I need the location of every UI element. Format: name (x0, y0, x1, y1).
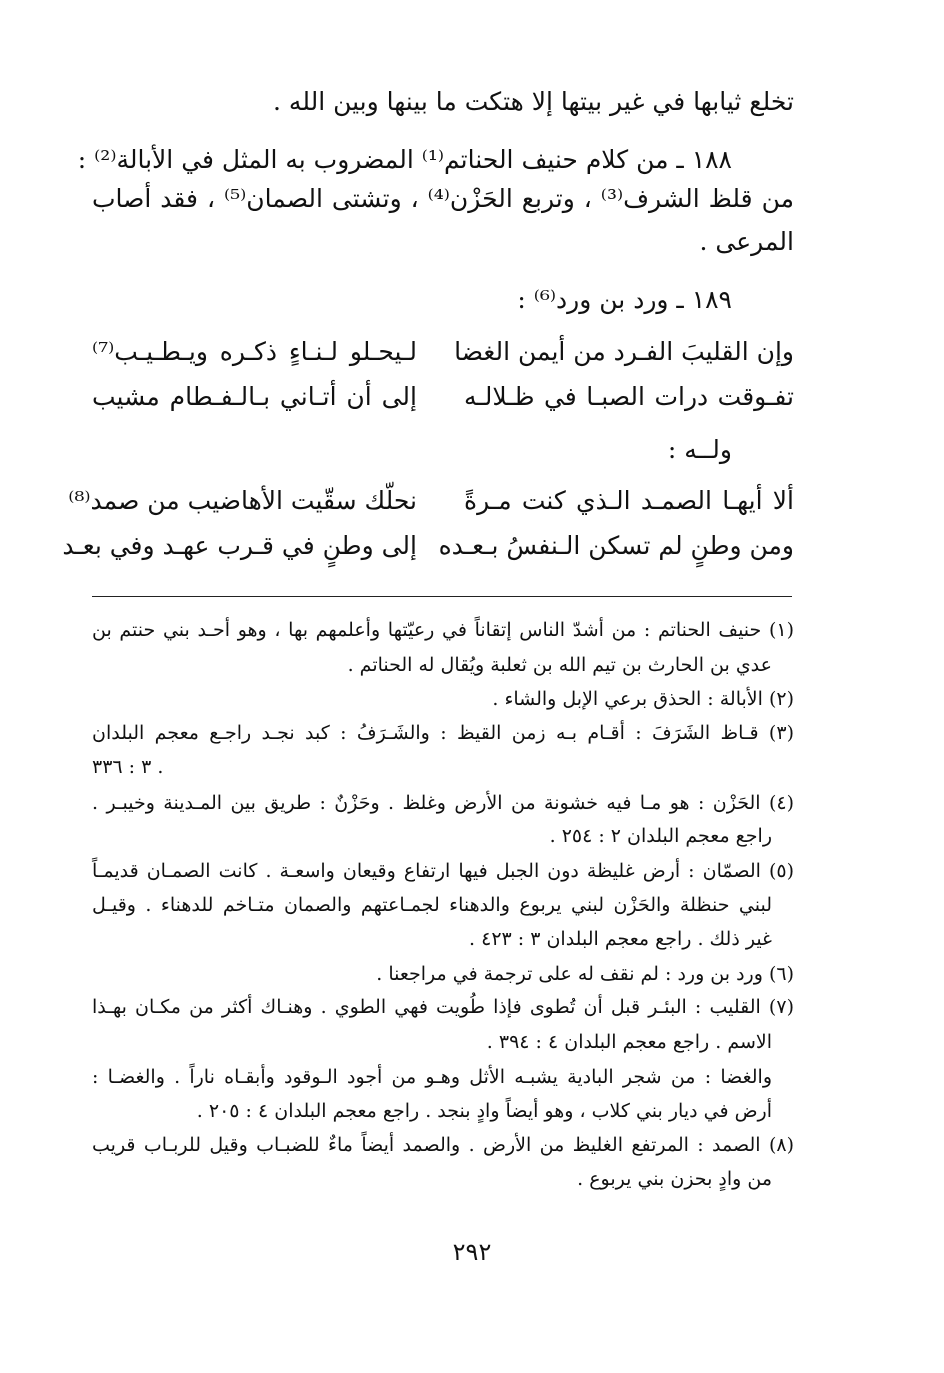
poem2-verse1-first-hemistich: ألا أيهـا الصمـد الـذي كنت مـرةً (464, 486, 794, 515)
entry-188-line-2: من قلظ الشرف⁽³⁾ ، وتربع الحَزْن⁽⁴⁾ ، وتشتى الصمان⁽⁵⁾ ، فقد أصاب (92, 184, 794, 213)
footnote-4-line-2: راجع معجم البلدان ٢ : ٢٥٤ . (549, 825, 772, 847)
poem2-verse2-first-hemistich: ومن وطنٍ لم تسكن الـنفسُ بـعـده (438, 531, 794, 560)
footnote-7-line-3: والغضا : من شجر البادية يشبـه الأثل وهـو من أجود الـوقود وأبقـاه ناراً . والغضـا : (92, 1066, 772, 1088)
poem1-verse1-second-hemistich: لـيحـلو لـنـاءٍ ذكـره ويـطـيـب⁽⁷⁾ (92, 337, 417, 366)
wa-lahu-label: ولــه : (667, 435, 732, 464)
poem1-verse2-second-hemistich: إلى أن أتـاني بـالـفـطام مشيب (92, 382, 417, 411)
poem2-verse1-second-hemistich: نحلّك سقّيت الأهاضيب من صمد⁽⁸⁾ (68, 486, 417, 515)
footnote-6: (٦) ورد بن ورد : لم نقف له على ترجمة في مراجعنا . (376, 963, 794, 985)
entry-188-line-3: المرعى . (699, 227, 794, 256)
page-number: ٢٩٢ (452, 1238, 492, 1266)
footnote-7-line-4: أرض في ديار بني كلاب ، وهو أيضاً وادٍ بنجد . راجع معجم البلدان ٤ : ٢٠٥ . (196, 1100, 772, 1122)
footnote-5-line-3: غير ذلك . راجع معجم البلدان ٣ : ٤٢٣ . (469, 928, 772, 950)
poem1-verse2-first-hemistich: تفـوقت درات الصبـا في ظـلالـه (464, 382, 794, 411)
entry-188-line-1: ١٨٨ ـ من كلام حنيف الحناتم⁽¹⁾ المضروب به المثل في الأبالة⁽²⁾ : (77, 145, 732, 174)
footnote-8-line-1: (٨) الصمد : المرتفع الغليظ من الأرض . والصمد أيضاً ماءٌ للضبـاب وقيل للربـاب قريب (92, 1134, 794, 1156)
footnote-7-line-2: الاسم . راجع معجم البلدان ٤ : ٣٩٤ . (486, 1031, 772, 1053)
footnote-8-line-2: من وادٍ بحزن بني يربوع . (577, 1168, 772, 1190)
footnote-5-line-1: (٥) الصمّان : أرض غليظة دون الجبل فيها ارتفاع وقيعان واسعـة . كانت الصمـان قديمـاً (92, 860, 794, 882)
poem2-verse2-second-hemistich: إلى وطنٍ في قـرب عهـد وفي بعـد (62, 531, 417, 560)
footnote-separator (92, 596, 792, 597)
footnote-3-line-2: ٣ : ٣٣٦ . (92, 756, 164, 778)
entry-189-heading: ١٨٩ ـ ورد بن ورد⁽⁶⁾ : (517, 285, 732, 314)
footnote-1-line-2: عدي بن الحارث بن تيم الله بن ثعلبة ويُقال له الحناتم . (347, 654, 772, 676)
footnote-2: (٢) الأبالة : الحذق برعي الإبل والشاء . (492, 688, 794, 710)
intro-line: تخلع ثيابها في غير بيتها إلا هتكت ما بينها وبين الله . (273, 87, 794, 116)
footnote-7-line-1: (٧) القليب : البئـر قبل أن تُطوى فإذا طُويت فهي الطوي . وهنـاك أكثر من مكـان بهـذا (92, 996, 794, 1018)
footnote-3-line-1: (٣) قـاظ الشَرَفَ : أقـام بـه زمن القيظ : والشَـرَفُ : كبد نجـد راجـع معجم البلدان (92, 722, 794, 744)
footnote-1-line-1: (١) حنيف الحناتم : من أشدّ الناس إتقاناً في رعيّتها وأعلمهم بها ، وهو أحـد بني حنتم بن (92, 619, 794, 641)
poem1-verse1-first-hemistich: وإن القليبَ الفـرد من أيمن الغضا (454, 337, 794, 366)
footnote-5-line-2: لبني حنظلة والحَزْن لبني يربوع والدهناء لجمـاعتهم والصمان متـاخم للدهناء . وقيـل (92, 894, 772, 916)
footnote-4-line-1: (٤) الحَزْن : هو مـا فيه خشونة من الأرض وغلظ . وحَزْنٌ : طريق بين المـدينة وخيبـر . (92, 792, 794, 814)
